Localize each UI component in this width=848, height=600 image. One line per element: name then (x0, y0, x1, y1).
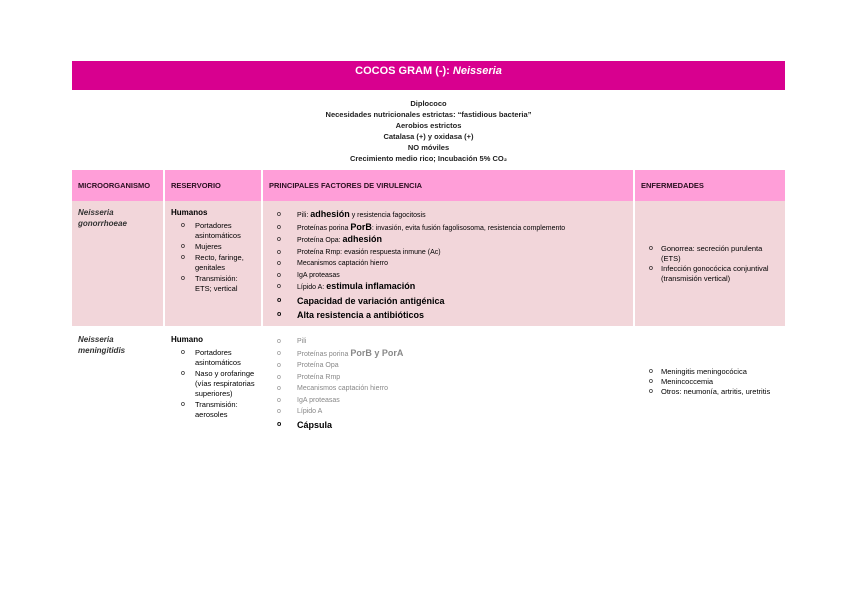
table-row (72, 201, 785, 327)
list-item: o Otros: neumonía, artritis, uretritis (649, 387, 779, 397)
vir-emphasis: PorB y PorA (350, 347, 404, 358)
intro-line: Diplococo (410, 99, 447, 108)
table-header-row (72, 170, 785, 201)
vir-text: Proteínas porina (297, 224, 351, 232)
list-item: o Proteína Rmp (277, 372, 627, 384)
list-item: o Transmisión: aerosoles (181, 400, 255, 420)
vir-text: IgA proteasas (297, 271, 340, 279)
reservoir-list (171, 348, 255, 420)
list-item: o Menincoccemia (649, 377, 779, 387)
list-item: o Pili (277, 336, 627, 348)
list-item (277, 247, 627, 259)
reservoir-cell (164, 201, 262, 327)
neisseria-table (72, 170, 785, 436)
vir-text: Proteína Opa: (297, 237, 343, 244)
vir-text: y resistencia fagocitosis (349, 212, 426, 219)
vir-text: Proteínas porina (297, 350, 351, 358)
list-item: o IgA proteasas (277, 395, 627, 407)
virulence-cell (262, 327, 634, 436)
list-item (277, 281, 627, 294)
list-item: o Cápsula (277, 418, 627, 432)
list-item: o Recto, faringe, genitales (181, 253, 255, 273)
vir-text: Lípido A: (297, 284, 327, 291)
list-item: o Proteína Opa (277, 360, 627, 372)
virulence-list (269, 332, 627, 432)
intro-line: Catalasa (+) y oxidasa (+) (383, 132, 474, 141)
intro-line: Crecimiento medio rico; Incubación 5% CO₂ (349, 154, 508, 163)
diseases-list (641, 367, 779, 397)
intro-line: NO móviles (407, 143, 450, 152)
list-item: o Mecanismos captación hierro (277, 383, 627, 395)
vir-text: Proteína Rmp: evasión respuesta inmune (Ac) (297, 248, 441, 256)
list-item: o Gonorrea: secreción purulenta (ETS) (649, 244, 779, 264)
header-enfermedades: ENFERMEDADES (634, 170, 785, 201)
reservoir-title: Humanos (171, 208, 208, 217)
list-item: o Meningitis meningocócica (649, 367, 779, 377)
vir-emphasis: estimula inflamación (326, 281, 416, 291)
intro-line: Aerobios estrictos (395, 121, 462, 130)
header-virulencia: PRINCIPALES FACTORES DE VIRULENCIA (262, 170, 634, 201)
virulence-cell (262, 201, 634, 327)
organism-name: Neisseria meningitidis (72, 327, 164, 436)
list-item: o Capacidad de variación antigénica (277, 294, 627, 308)
reservoir-title: Humano (171, 335, 203, 344)
vir-text: Mecanismos captación hierro (297, 260, 389, 267)
vir-text: Pili: (297, 212, 311, 219)
vir-emphasis: adhesión (310, 209, 350, 219)
title-banner (72, 61, 785, 90)
list-item: o Lípido A (277, 406, 627, 418)
title-prefix: COCOS GRAM (-): (355, 65, 453, 77)
header-microorganismo: MICROORGANISMO (72, 170, 164, 201)
list-item: o Infección gonocócica conjuntival (transmisión vertical) (649, 264, 779, 284)
list-item (277, 234, 627, 247)
reservoir-cell (164, 327, 262, 436)
list-item: o Mujeres (181, 242, 255, 252)
vir-emphasis: PorB (350, 221, 372, 232)
title-genus: Neisseria (452, 65, 502, 77)
diseases-list (641, 244, 779, 284)
header-reservorio: RESERVORIO (164, 170, 262, 201)
list-item (277, 348, 627, 361)
list-item (277, 222, 627, 235)
list-item (277, 270, 627, 282)
virulence-list (269, 205, 627, 322)
list-item: o Portadores asintomáticos (181, 221, 255, 241)
intro-block (72, 98, 785, 164)
vir-emphasis: adhesión (342, 234, 383, 244)
vir-text: : invasión, evita fusión fagolisosoma, resistencia complemento (371, 224, 566, 232)
diseases-cell (634, 327, 785, 436)
table-row (72, 327, 785, 436)
list-item (277, 209, 627, 222)
list-item: o Alta resistencia a antibióticos (277, 308, 627, 322)
list-item: o Transmisión: ETS; vertical (181, 274, 255, 294)
reservoir-list (171, 221, 255, 294)
intro-line: Necesidades nutricionales estrictas: “fastidious bacteria” (325, 110, 532, 119)
list-item (277, 258, 627, 270)
list-item: o Portadores asintomáticos (181, 348, 255, 368)
list-item: o Naso y orofaringe (vías respiratorias superiores) (181, 369, 255, 399)
organism-name: Neisseria gonorrhoeae (72, 201, 164, 327)
diseases-cell (634, 201, 785, 327)
